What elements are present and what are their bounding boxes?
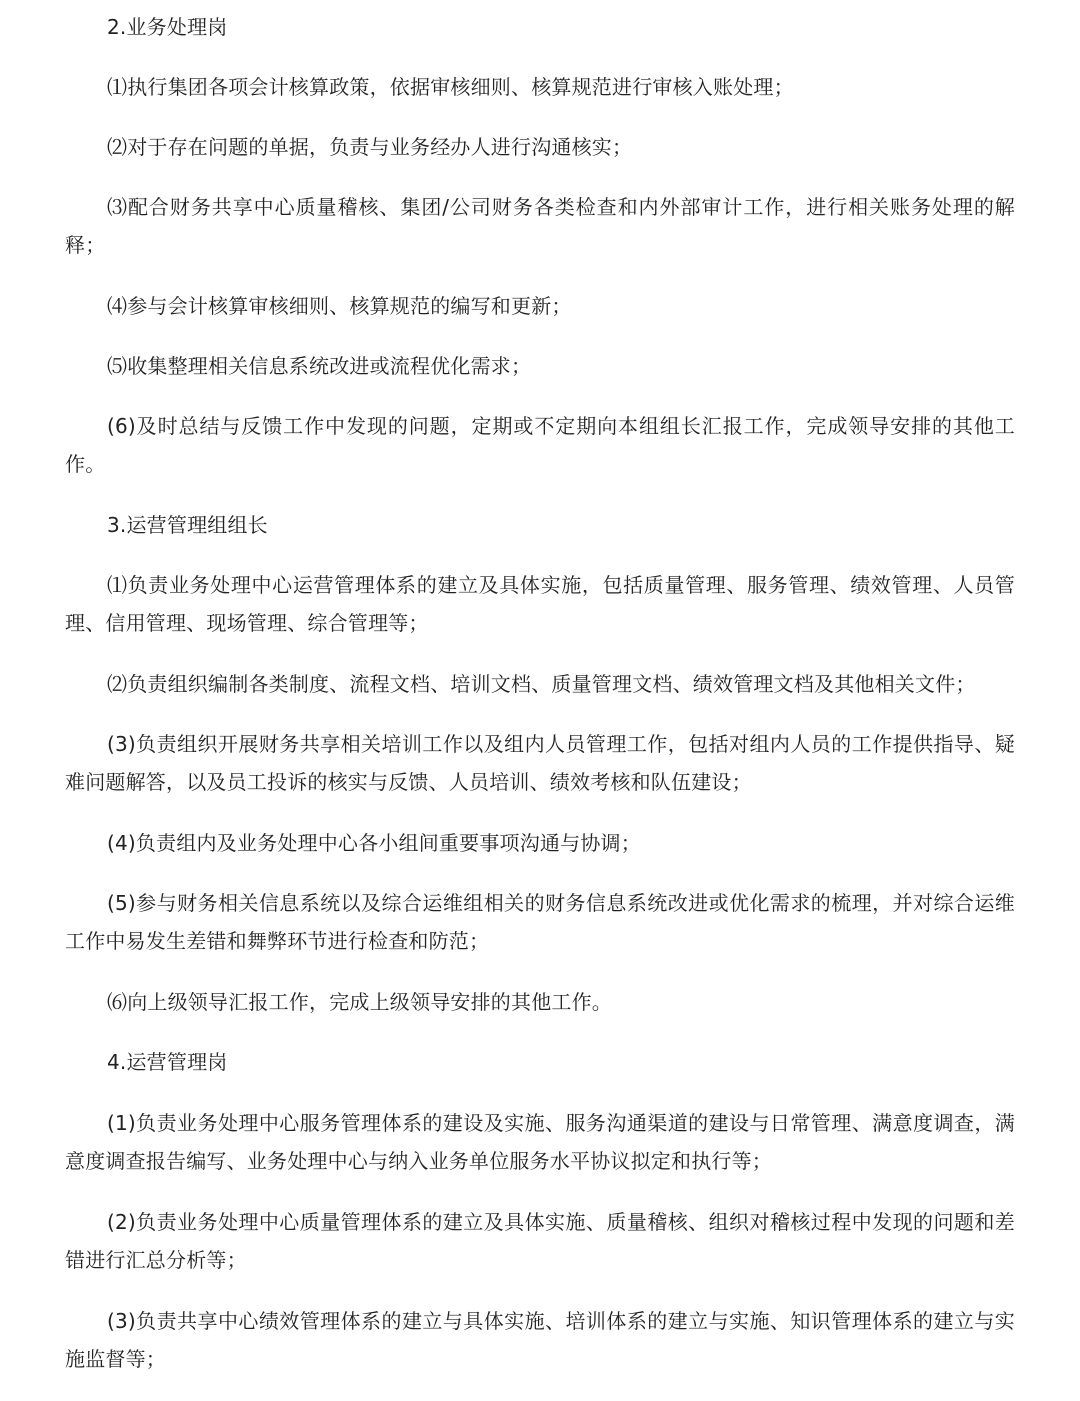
list-item: ⑵对于存在问题的单据，负责与业务经办人进行沟通核实； [107, 135, 633, 159]
list-item: ⑷参与会计核算审核细则、核算规范的编写和更新； [107, 294, 572, 318]
list-item: ⑶配合财务共享中心质量稽核、集团/公司财务各类检查和内外部审计工作，进行相关账务处理的解释； [65, 195, 1015, 257]
list-item: ⑴负责业务处理中心运营管理体系的建立及具体实施，包括质量管理、服务管理、绩效管理、人员管理、信用管理、现场管理、综合管理等； [65, 573, 1015, 635]
section-heading-2: 2.业务处理岗 [107, 15, 228, 39]
list-item: (5)参与财务相关信息系统以及综合运维组相关的财务信息系统改进或优化需求的梳理，并对综合运维工作中易发生差错和舞弊环节进行检查和防范； [65, 891, 1015, 953]
list-item: (4)负责组内及业务处理中心各小组间重要事项沟通与协调； [107, 831, 641, 855]
section-heading-4: 4.运营管理岗 [107, 1050, 228, 1074]
list-item: (1)负责业务处理中心服务管理体系的建设及实施、服务沟通渠道的建设与日常管理、满意度调查，满意度调查报告编写、业务处理中心与纳入业务单位服务水平协议拟定和执行等； [65, 1111, 1015, 1173]
list-item: (2)负责业务处理中心质量管理体系的建立及具体实施、质量稽核、组织对稽核过程中发现的问题和差错进行汇总分析等； [65, 1210, 1015, 1272]
section-heading-3: 3.运营管理组组长 [107, 513, 268, 537]
list-item: ⑹向上级领导汇报工作，完成上级领导安排的其他工作。 [107, 990, 612, 1014]
list-item: ⑸收集整理相关信息系统改进或流程优化需求； [107, 354, 532, 378]
list-item: ⑵负责组织编制各类制度、流程文档、培训文档、质量管理文档、绩效管理文档及其他相关文件； [107, 672, 976, 696]
list-item: (3)负责组织开展财务共享相关培训工作以及组内人员管理工作，包括对组内人员的工作提供指导、疑难问题解答，以及员工投诉的核实与反馈、人员培训、绩效考核和队伍建设； [65, 732, 1015, 794]
list-item: (6)及时总结与反馈工作中发现的问题，定期或不定期向本组组长汇报工作，完成领导安排的其他工作。 [65, 414, 1015, 476]
list-item: ⑴执行集团各项会计核算政策，依据审核细则、核算规范进行审核入账处理； [107, 75, 794, 99]
list-item: (3)负责共享中心绩效管理体系的建立与具体实施、培训体系的建立与实施、知识管理体系的建立与实施监督等； [65, 1309, 1015, 1371]
